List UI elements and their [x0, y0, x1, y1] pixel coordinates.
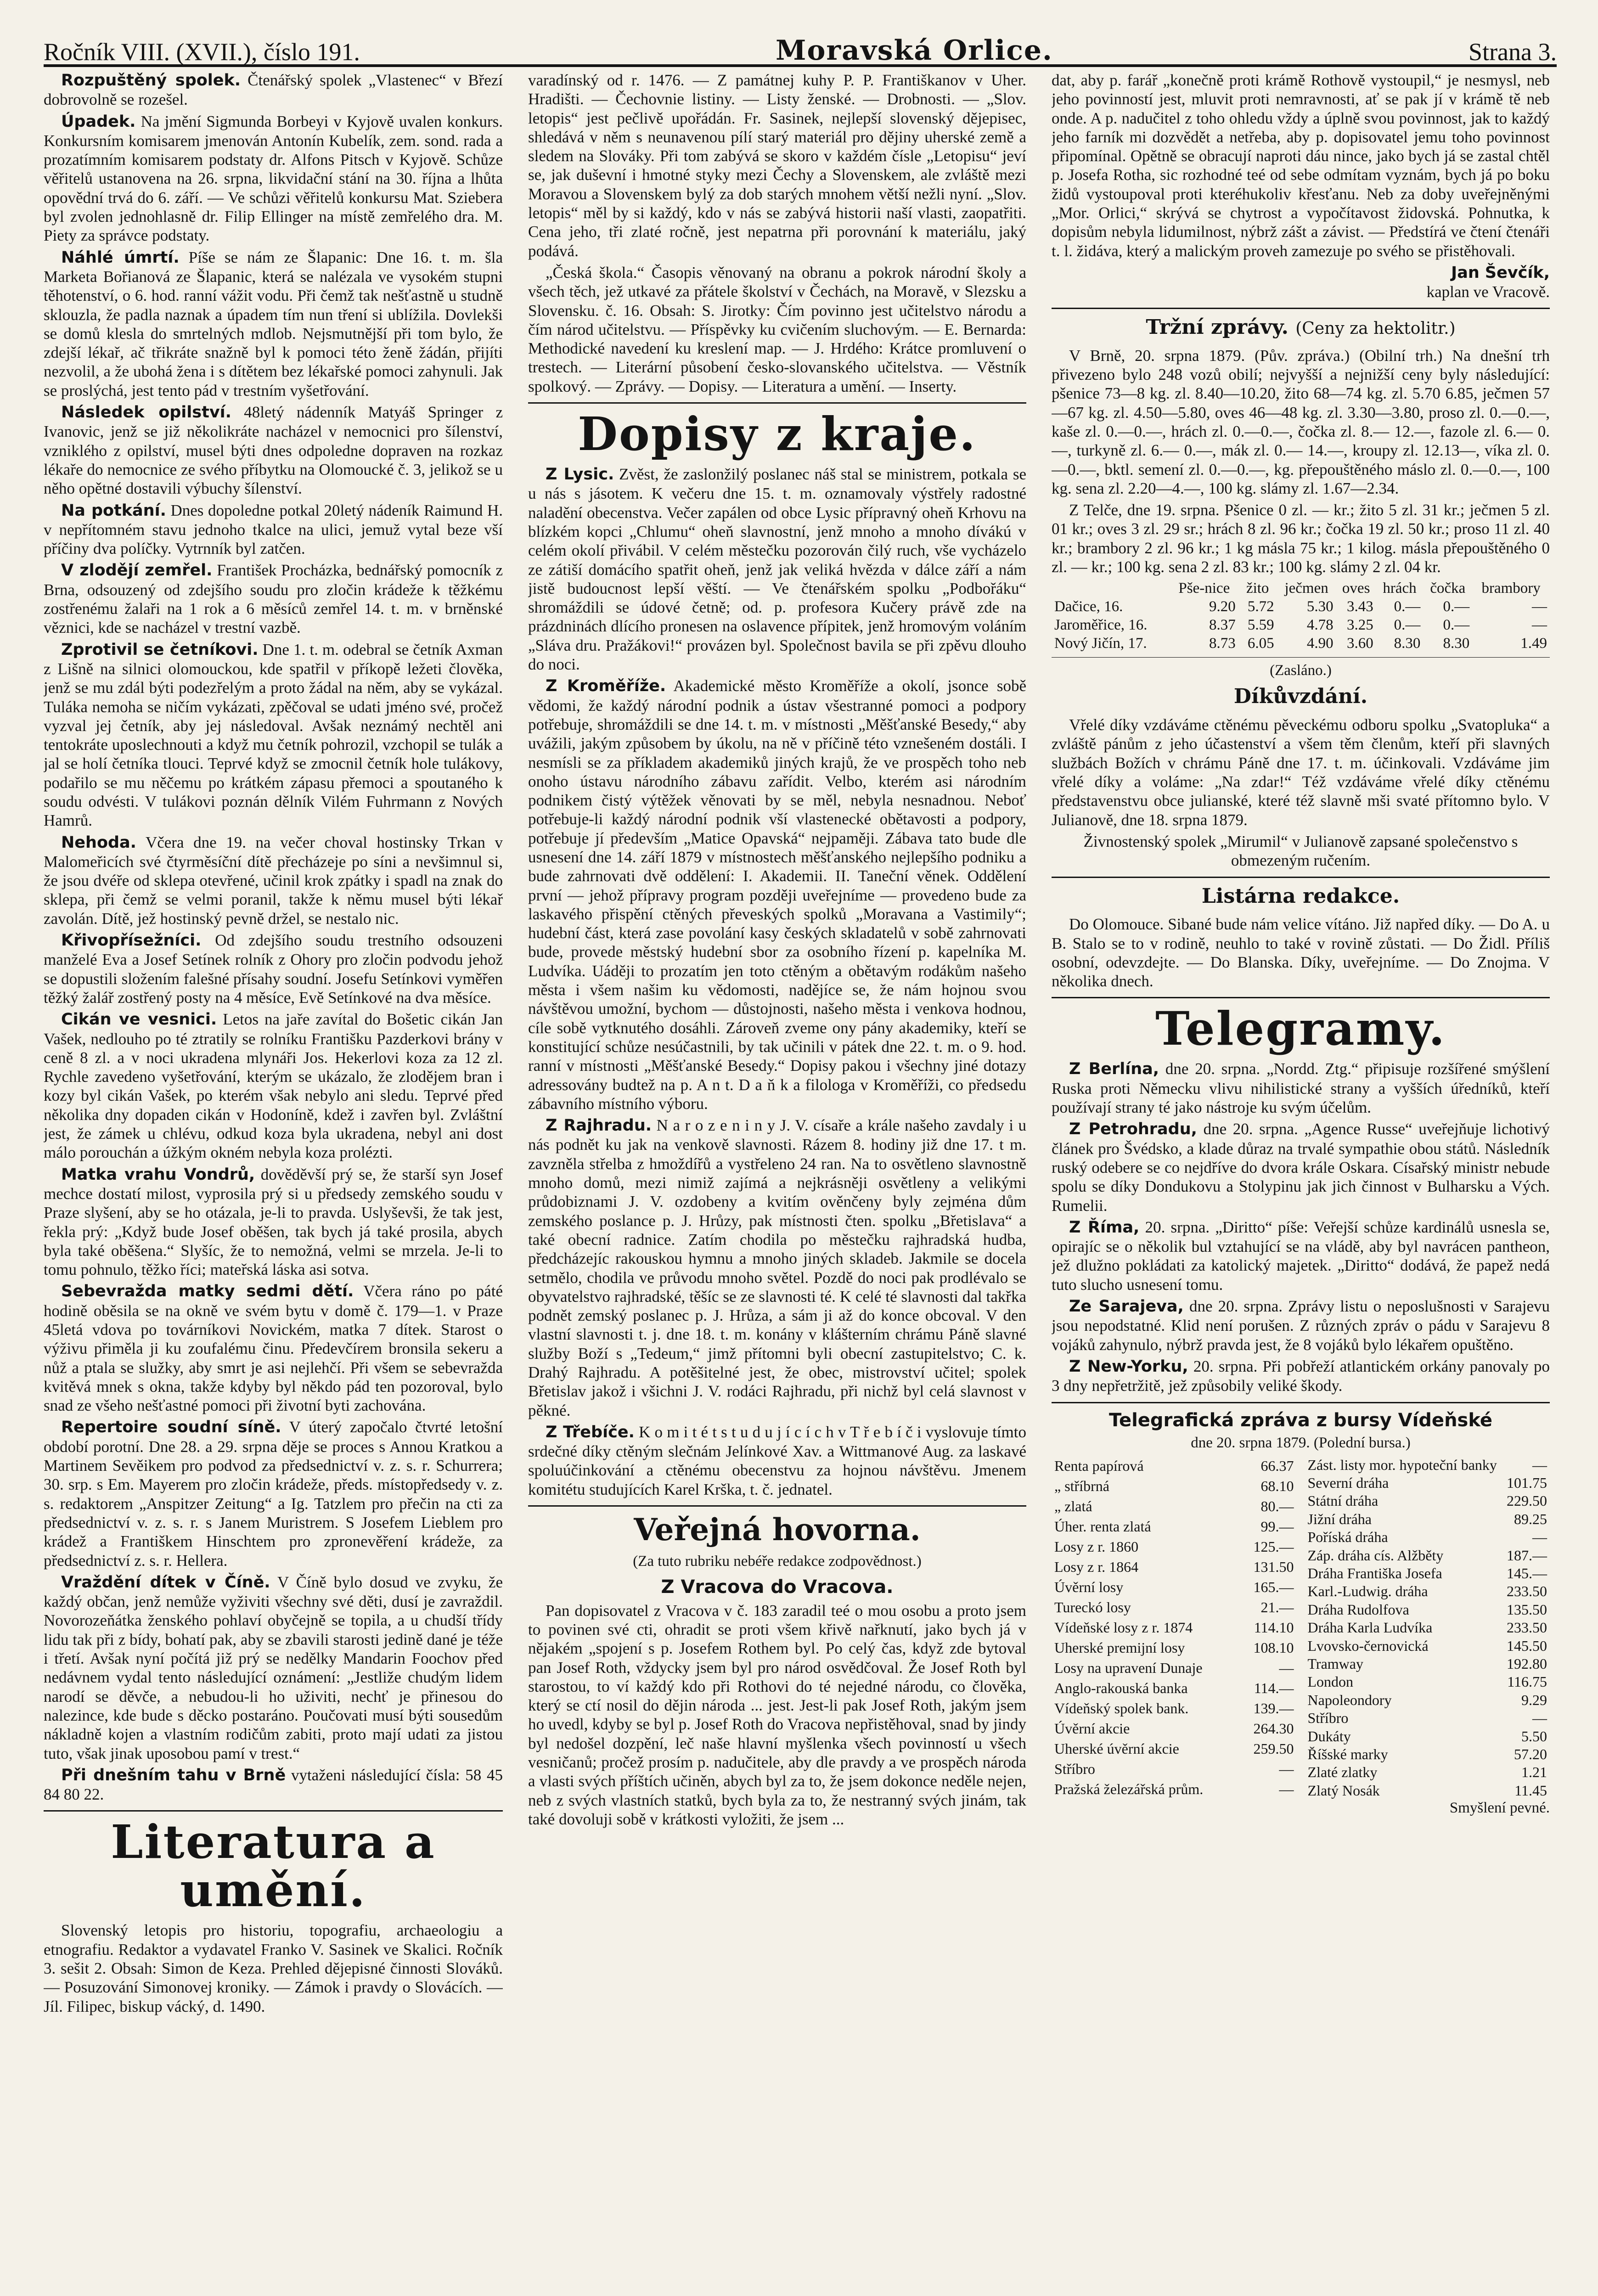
bourse-value: 68.10: [1260, 1477, 1294, 1494]
bourse-label: Napoleondory: [1307, 1691, 1392, 1708]
bourse-row: [1305, 1709, 1550, 1727]
hovorna-headline: Z Vracova do Vracova.: [661, 1576, 894, 1598]
bourse-value: 108.10: [1253, 1639, 1294, 1656]
table-row: [1052, 597, 1550, 616]
dispatch-place: Z Třebíče.: [546, 1423, 635, 1441]
telegram-text: dne 20. srpna. „Agence Russe“ uveřejňuje lichotivý článek pro Švédsko, a klade důraz na trvalé sympathie obou států. Následník ruský odebere se co nejdříve do dvora krále Oskara. Císařský ministr nebude spolu se díky Dondukovu a Stolypinu jak jich činnost v Bulharsku a Vých. Rumelii.: [1052, 1120, 1550, 1215]
table-cell: 5.30: [1306, 598, 1334, 615]
column-header: oves: [1342, 580, 1370, 597]
table-cell: 8.30: [1443, 635, 1470, 652]
column-header: ječmen: [1284, 580, 1328, 597]
news-headline: Zprotivil se četníkovi.: [61, 640, 259, 659]
bourse-subtitle: dne 20. srpna 1879. (Polední bursa.): [1191, 1434, 1411, 1451]
bourse-row: [1052, 1759, 1297, 1779]
bourse-label: Uherské úvěrní akcie: [1054, 1740, 1179, 1757]
bourse-label: Uherské premijní losy: [1054, 1639, 1185, 1656]
news-headline: Repertoire soudní síně.: [61, 1418, 281, 1437]
bourse-row: [1052, 1779, 1297, 1800]
column-1: [44, 71, 503, 2296]
signature-role: kaplan ve Vracově.: [1426, 282, 1550, 301]
bourse-row: [1305, 1763, 1550, 1781]
columns: [44, 71, 1557, 2296]
news-item: [44, 1573, 503, 1763]
news-item: [44, 112, 503, 245]
news-headline: Při dnešním tahu v Brně: [61, 1766, 286, 1784]
bourse-row: [1305, 1474, 1550, 1492]
bourse-row: [1052, 1658, 1297, 1678]
telegram-text: 20. srpna. Při pobřeží atlantickém orkány panovaly po 3 dny nepřetržitě, jež způsobily veliké škody.: [1052, 1357, 1550, 1395]
literature-skola: „Česká škola.“ Časopis věnovaný na obranu a pokrok národní školy a všech těch, jež utkavé za přátele školství v Čechách, na Moravě, v Slezsku a Slovensku. č. 16. Obsah: S. Jirotky: Čím povinno jest učitelstvo národu a čím národ učitelstvu. — Příspěvky ku cvičením sluchovým. — E. Bernarda: Methodické navedení ku kreslení map. — J. Hrdého: Krátce promluvení o trestech. — Literární působení česko-slovanského učitelstva. — Věstník spolkový. — Zprávy. — Dopisy. — Literatura a umění. — Inserty.: [528, 263, 1026, 395]
bourse-label: „ stříbrná: [1054, 1477, 1109, 1494]
listarna-text: Do Olomouce. Sibané bude nám velice vítáno. Již napřed díky. — Do A. u B. Stalo se to v rodině, neuhlo to také v rovině zůstati. — Do Židl. Příliš osobní, odevzdejte. — Do Blanska. Díky, uveřejníme. — Do Znojma. V několika dnech.: [1052, 915, 1550, 990]
table-cell: 0.—: [1443, 598, 1470, 615]
table-cell: Jaroměřice, 16.: [1054, 617, 1148, 634]
bourse-value: 101.75: [1507, 1474, 1547, 1491]
bourse-row: [1052, 1517, 1297, 1537]
dispatch-text: Akademické město Kroměříže a okolí, jsonce sobě vědomi, že každý národní podnik a ústav všestranné pomoci a podpory potřebuje, shromáždili se dne 14. t. m. v místnosti „Měšťanské Besedy,“ aby uvážili, jakým způsobem by úkolu, na ně v příčině této vznešeném dostáli. I nesmísli se za příkladem akademiků jiných krajů, že ve prospěch toho neb onoho ústavu národního zábavu zařídit. Velbo, kterém asi národním podnikem čistý výtěžek věnovati by se měl, nebyla nesnadnou. Neboť potřebuje-li každý národní podnik vší vlastenecké obětavosti a podpory, potřebuje jí především „Matice Opavská“ nejpaměji. Zábava tato bude dle usnesení dne 14. září 1879 v místnostech měšťanského nejlepšího podniku a bude zahrnovati dvě oddělení: I. Akademii. II. Taneční věnek. Oddělení první — jehož přípravy program později uveřejníme — provedeno bude za laskavého přispění ctěných převeských spolků „Moravana a Vastimily“; hudební část, která zase povolání kasy českých skladatelů v sobě zahrnovati bude, provede městský hudební sbor za osobního řízení p. kapelníka M. Ludvíka. Uáději to prozatím jen toto ctěným a obětavým rodákům našeho města i všem našim ku vědomosti, nadějíce se, že nám hojnou svou návštěvou umožní, bychom — důstojnosti, našeho města i venkova hodnou, cíle sobě vytknutého dosáhli. Zároveň zveme ony pány akademiky, kteří se konstitující schůze nesúčastnili, by tak učinili v pátek dne 22. t. m. o 9. hod. ranní v místnosti „Měšťanské Besedy.“ Dopisy pakou i všechny jiné dotazy adressovány budtež na p. A n t. D a ň k a filologa v Kroměříži, co předsedu zábavního místního výboru.: [528, 677, 1026, 1113]
bourse-row: [1305, 1601, 1550, 1619]
hovorna-continued: dat, aby p. farář „konečně proti krámě Rothově vystoupil,“ je nesmysl, neb jeho povinností jest, mluvit proti nemravnosti, ať se pak jí v krámě tě neb onde. A p. nadučitel z toho ohledu vždy a úplně svou povinnost, jak to každý jeho farník mi dozvědět a netřeba, aby p. dopisovatel jemu toho povinnost připomínal. Opětně se obracují naproti dáu nince, jako bych já se zastal chtěl p. Josefa Rotha, sic rozhodné teé od sebe odmítam vyznám, bych já po boku židů vystoupoval proti kteréhukoliv křesťanu. Neb za doby uveřejněnými „Mor. Orlici,“ skrývá se chytrost a vypočítavost židovská. Pohnutka, k dopisům nebyla lidumilnost, nýbrž zášt a závist. — Předstírá ve čtení čtenáři t. l. židáva, který a malickým proveh zamezuje po svého se přistěhovali.: [1052, 71, 1550, 260]
bourse-row: [1305, 1782, 1550, 1800]
news-text: Včera dne 19. na večer choval hostinsky Trkan v Malomeřicích své čtyrměsíční dítě přecházeje po síni a nevšimnul si, že jsou dvéře od sklepa otevřené, učinil krok zpátky i spadl na znak do sklepa, při čemž se velmi poranil, takže k němu musel býti lékař zavolán. Dítě, jež hostinský pevně držel, se nestalo nic.: [44, 833, 503, 928]
news-text: Píše se nám ze Šlapanic: Dne 16. t. m. šla Marketa Bořianová ze Šlapanic, která se nalézala ve vysokém stupni těhotenství, o 6. hod. ranní vážit vodu. Při čemž tak nešťastně u studně sklouzla, že padla naznak a úpadem tím nun tření si ublížila. Dovlekši se domů klesla do smrtelných mdlob. Nejsmutnější při tom bylo, že zdejší lékař, ač třikráte snažně byl k pomoci této ženě žádán, přijíti nezvolil, a že ubohá žena i s dítětem bez lékařské pomoci zahynuli. Jak se proslýchá, jest tento pád v trestním vyšetřování.: [44, 248, 503, 400]
bourse-tables: [1052, 1456, 1550, 1800]
bourse-label: Stříbro: [1054, 1761, 1095, 1778]
table-cell: 0.—: [1394, 598, 1421, 615]
bourse-value: 11.45: [1514, 1782, 1547, 1799]
telegram-place: Z Berlína,: [1069, 1060, 1159, 1079]
market-report-telc: Z Telče, dne 19. srpna. Pšenice 0 zl. — kr.; žito 5 zl. 31 kr.; ječmen 5 zl. 01 kr.; oves 3 zl. 29 sr.; hrách 8 zl. 96 kr.; čočka 19 zl. 50 kr.; proso 11 zl. 40 kr.; brambory 2 zl. 96 kr.; 1 kg másla 75 kr.; 1 kilog. másla přepouštěného 0 zl. — kr.; 100 kg. sena 2 zl. 83 kr.; 100 kg. slámy 2 zl. 04 kr.: [1052, 501, 1550, 576]
column-header: žito: [1246, 580, 1269, 597]
column-3: [1052, 71, 1550, 2296]
bourse-row: [1052, 1476, 1297, 1497]
bourse-value: 229.50: [1507, 1492, 1547, 1509]
news-headline: Rozpuštěný spolek.: [61, 71, 241, 90]
hovorna-disclaimer: (Za tuto rubriku nebéře redakce zodpovědnost.): [633, 1553, 922, 1570]
news-text: 48letý nádenník Matyáš Springer z Ivanovic, jenž se již několikráte nacházel v nemocnici pro šílenství, vzniklého z opilství, musel býti dnes odpoledne dopraven na rozkaz lékaře do nemocnice ze svého příbytku na Olomoucké č. 3, jelikož se u něho opětné dostavili výbuchy šílenství.: [44, 403, 503, 498]
column-2: [528, 71, 1026, 2296]
news-item: [44, 833, 503, 928]
bourse-row: [1305, 1673, 1550, 1691]
bourse-value: 66.37: [1260, 1457, 1294, 1474]
news-text: František Procházka, bednářský pomocník z Brna, odsouzený od zdejšího soudu pro zločin krádeže k těžkému zostřenému žalaři na 1 rok a 6 měsíců zemřel 14. t. m. v brněnské věznici, kde se nacházel v trestní vazbě.: [44, 561, 503, 637]
telegram-place: Z New-Yorku,: [1069, 1357, 1188, 1376]
market-subtitle: (Ceny za hektolitr.): [1295, 319, 1456, 338]
table-cell: 1.49: [1520, 635, 1547, 652]
table-cell: 8.30: [1394, 635, 1421, 652]
bourse-value: 80.—: [1260, 1497, 1294, 1514]
signature: [1052, 263, 1550, 301]
bourse-value: 139.—: [1253, 1700, 1294, 1717]
bourse-label: Záp. dráha cís. Alžběty: [1307, 1547, 1444, 1564]
bourse-row: [1305, 1619, 1550, 1637]
bourse-label: Úvěrní akcie: [1054, 1720, 1130, 1737]
bourse-label: Severní dráha: [1307, 1474, 1389, 1491]
bourse-value: 116.75: [1507, 1673, 1547, 1690]
section-divider: [1052, 308, 1550, 309]
telegram: [1052, 1059, 1550, 1117]
bourse-value: —: [1279, 1761, 1294, 1778]
news-headline: Na potkání.: [61, 501, 166, 520]
news-item: [44, 931, 503, 1007]
news-item: [44, 403, 503, 498]
bourse-value: 264.30: [1253, 1720, 1294, 1737]
telegram-text: 20. srpna. „Diritto“ píše: Veřejší schůze kardinálů usnesla se, opirajíc se o několik bul vztahující se na vládě, aby byl navrácen pantheon, jež dlužno pokládati za katolický majetek. „Diritto“ dodává, že papež nedá tuto slucho usnesení tomu.: [1052, 1218, 1550, 1294]
bourse-row: [1305, 1637, 1550, 1655]
bourse-value: 57.20: [1514, 1746, 1547, 1763]
bourse-value: 21.—: [1260, 1599, 1294, 1616]
news-item: [44, 1418, 503, 1570]
bourse-label: Tureckó losy: [1054, 1599, 1131, 1616]
dispatch-text: N a r o z e n i n y J. V. císaře a krále našeho zavdaly i u nás podnět ku jak na venkově slavnosti. Rázem 8. hodiny již dne 17. t m. zavzněla střelba z hmoždířů a vystřeleno 24 ran. Na to osvětleno slavnostně mnoho domů, mezi nimiž zajímá a nejkrásněji osvětleny a velikými průdobiznami J. V. ozdobeny a kvitím ověnčeny byly zejména dům zemského poslance p. J. Hrůzy, pak místnosti čten. spolku „Břetislava“ a také obecní radnice. Zatím chodila po městečku rajhradská hudba, předcházejíc rakouskou hymnu a mnoho jiných skladeb. Jakmile se docela setmělo, chodila ve průvodu mnoho světel. Pozdě do noci pak prodlévalo se obyvatelstvo rajhradské, těšíc se ze slavnosti té. K celé té slavnosti dal takřka podnět zemský poslanec p. J. Hrůza, a sám ji až do konce obcoval. V den vlastní slavnosti t. j. dne 18. t. m. konány v klášterním chrámu Páně slavné služby Boží s „Tedeum,“ jimž přítomni byli obecní zastupitelstvo; C. k. Drahý Rajhradu. A potěšitelné jest, že obec, mistrovství učitel; spolek Břetislav jakož i všichni J. V. rodáci Rajhradu, při nichž byl celá slavnost v pěkné.: [528, 1116, 1026, 1419]
bourse-value: 192.80: [1507, 1655, 1547, 1672]
dispatch: [528, 1423, 1026, 1499]
bourse-value: 89.25: [1514, 1510, 1547, 1527]
news-text: dověděvší prý se, že starší syn Josef mechce dostatí milost, vyprosila prý si u předsedy zemského soudu v Praze slyšení, aby se ho otázala, je-li to pravda. Uslyševši, že tak jest, řekla prý: „Když bude Josef oběšen, tak bych já také prosila, abych byla také oběšena.“ Slyšíc, že to nemožná, velmi se mrzela. Je-li to tomu pohnulo, těžko říci; mateřská láska asi sotva.: [44, 1165, 503, 1279]
bourse-label: Zlaté zlatky: [1307, 1764, 1378, 1781]
bourse-row: [1052, 1678, 1297, 1699]
news-item: [44, 1165, 503, 1279]
bourse-value: —: [1532, 1456, 1547, 1473]
table-cell: 0.—: [1394, 617, 1421, 634]
hovorna-text: Pan dopisovatel z Vracova v č. 183 zaradil teé o mou osobu a proto jsem to povinen své cti, ohradit se proti všem křivě nařknutí, jako bych já v nějakém „spojení s p. Josefem Rothem byl. Po celý čas, když zde bytoval pan Josef Roth, vždycky jsem byl pro národ osvědčoval. Že Josef Roth byl starostou, to ví každý kdo při Rothovi do té nejedné národu, co člověka, který se ctí nosil do dějin národa ... jest. Jest-li pak Josef Roth, jakým jsem ho uvedl, kdyby se byl p. Josef Roth do Vracova nepřistěhoval, snad by jindy byl nedošel dozpění, leč naše hlavní myšlenka všech povinností u všech vesničanů; pročež prosím p. nadučitele, aby dle pravdy a ve prospěch národa a vlasti svých příštích učiněn, abych byl za to, že jsem dokonce neděle nejen, neb z svých vlastních statků, bych byla za to, že nestranný svých jinám, tak také dovoluji sobě v krátkosti vyložiti, že jsem ...: [528, 1601, 1026, 1828]
bourse-row: [1305, 1745, 1550, 1763]
bourse-label: Poříská dráha: [1307, 1529, 1388, 1546]
column-header: brambory: [1481, 580, 1541, 597]
bourse-value: 125.—: [1253, 1538, 1294, 1555]
section-title-listarna: Listárna redakce.: [1201, 884, 1400, 908]
bourse-table-left: [1052, 1456, 1297, 1800]
telegram: [1052, 1357, 1550, 1396]
table-cell: 4.90: [1306, 635, 1334, 652]
dispatch-text: Zvěst, že zaslonžilý poslanec náš stal se ministrem, potkala se u nás s jásotem. K večeru dne 15. t. m. oznamovaly výstřely radostné naladění obecenstva. Večer zapálen od obce Lysic přípravný oheň Krhovu na blízkém kopci „Chlumu“ oheň slavnostní, jenž mnoho a mnoho dívákú v celém okolí přivábil. V celém městečku pozorován čilý ruch, vše vycházelo ze zátiší domácího spatřit oheň, jenž jak veliká hvězda v dálce září a nám jistě budoucnost lepší věští. — Ve čtenářském spolku „Podbořáku“ shromáždili se údové četně; od. p. profesora Kučery právě zde na prázdninách dlícího pronesen na oslavence přípitek, jenž hromovým voláním „Sláva dru. Pražákovi!“ provázen byl. Společnost bavila se při zpěvu dlouho do noci.: [528, 465, 1026, 674]
news-item: [44, 1282, 503, 1415]
bourse-table-right: [1305, 1456, 1550, 1800]
dispatch-place: Z Rajhradu.: [546, 1116, 652, 1135]
news-text: Letos na jaře zavítal do Bošetic cikán Jan Vašek, nedlouho po té ztratily se rolníku Františku Pazderkovi brány v ceně 8 zl. a v noci ukradena mlynáři Jos. Hekerlovi koza za 12 zl. Rychle zavedeno vyšetřování, kterým se ukázalo, že zlodějem bran i kozy byl cikán Vašek, po kterém však nebylo ani sledu. Teprvé před několika dny dopaden cikán v Hodoníně, kdež i zavřen byl. Zvláštní jest, že zámek u chlévu, odkud koza byla ukradena, nebyl ani dost málo porouchán a úžkým okném nebyla koza prolézti.: [44, 1010, 503, 1162]
dikuvzdani-text: Vřelé díky vzdáváme ctěnému pěveckému odboru spolku „Svatopluka“ a zvláště pánům z jeho účastenství a všem těm členům, kteří při slavných službách Božích v chrámu Páně dne 17. t. m. účinkovali. Vzdáváme jim vřelé díky a voláme: „Na zdar!“ Též vzdáváme vřelé díky ctěnému představenstvu obce julianské, které též slavně mši svaté přítomno bylo. V Julianově, dne 18. srpna 1879.: [1052, 716, 1550, 829]
news-text: Čtenářský spolek „Vlastenec“ v Březí dobrovolně se rozešel.: [44, 71, 503, 109]
bourse-label: Karl.-Ludwig. dráha: [1307, 1583, 1428, 1600]
bourse-value: 9.29: [1521, 1691, 1547, 1708]
bourse-label: Renta papírová: [1054, 1457, 1144, 1474]
bourse-value: —: [1532, 1529, 1547, 1546]
bourse-value: 145.50: [1507, 1637, 1547, 1654]
news-headline: Matka vrahu Vondrů,: [61, 1165, 255, 1184]
table-cell: 3.43: [1347, 598, 1373, 615]
news-headline: Vraždění dítek v Číně.: [61, 1573, 270, 1592]
dispatch: [528, 465, 1026, 674]
bourse-label: Dráha Rudolfova: [1307, 1601, 1409, 1618]
section-divider: [528, 402, 1026, 404]
section-title-literatura: Literatura a umění.: [111, 1815, 436, 1918]
table-cell: 8.73: [1209, 635, 1236, 652]
bourse-row: [1052, 1537, 1297, 1557]
bourse-row: [1052, 1577, 1297, 1598]
telegram: [1052, 1218, 1550, 1294]
bourse-label: „ zlatá: [1054, 1497, 1092, 1514]
dispatch-place: Z Lysic.: [546, 465, 614, 484]
bourse-value: 165.—: [1253, 1579, 1294, 1596]
news-item: [44, 71, 503, 109]
market-report-brno: V Brně, 20. srpna 1879. (Pův. zpráva.) (Obilní trh.) Na dnešní trh přivezeno bylo 248 vozů obilí; nejvyšší a nejnižší ceny byly následující: pšenice 73—8 kg. zl. 8.40—10.20, žito 68—74 kg. zl. 5.70 6.85, ječmen 57—67 kg. zl. 4.50—5.80, oves 46—48 kg. zl. 3.30—3.80, proso zl. 0.—0.—, kaše zl. 0.—0.—, hrách zl. 0.—0.—, čočka zl. 8.— 12.—, fazole zl. 6.— 0.—, turkyně zl. 6.— 0.—, mák zl. 0.— 14.—, kroupy zl. 12.13—, víka zl. 0.—0.—, bktl. semení zl. 0.—0.—, kg. přepouštěného máslo zl. 0.—0.—, 100 kg. sena zl. 2.20—4.—, 100 kg. slámy zl. 1.67—2.34.: [1052, 346, 1550, 497]
bourse-label: London: [1307, 1673, 1354, 1690]
section-divider: [44, 1810, 503, 1812]
bourse-label: Státní dráha: [1307, 1492, 1379, 1509]
bourse-row: [1305, 1728, 1550, 1745]
table-cell: 6.05: [1247, 635, 1274, 652]
section-divider: [1052, 1402, 1550, 1403]
bourse-label: Losy z r. 1864: [1054, 1559, 1139, 1575]
table-cell: 3.60: [1347, 635, 1373, 652]
bourse-value: 145.—: [1507, 1564, 1547, 1581]
section-title-dopisy: Dopisy z kraje.: [578, 407, 977, 461]
bourse-label: Vídeňský spolek bank.: [1054, 1700, 1189, 1717]
news-item: [44, 640, 503, 830]
issue-number: Ročník VIII. (XVII.), číslo 191.: [44, 38, 360, 66]
telegram-place: Ze Sarajeva,: [1069, 1297, 1184, 1316]
table-cell: —: [1532, 598, 1547, 615]
bourse-row: [1052, 1739, 1297, 1759]
literature-text: Slovenský letopis pro historiu, topografiu, archaeologiu a etnografiu. Redaktor a vydavatel Franko V. Sasinek ve Skalici. Ročník 3. sešit 2. Obsah: Simon de Keza. Prehled dějepisné činnosti Slováků. — Posuzování Simonovej kroniky. — Zámok i pravdy o Slovácích. — Jíl. Filipec, biskup vácký, d. 1490.: [44, 1921, 503, 2015]
section-divider: [1052, 877, 1550, 878]
news-headline: V zlodějí zemřel.: [61, 561, 213, 580]
news-item: [44, 501, 503, 558]
news-text: Dnes dopoledne potkal 20letý nádeník Raimund H. v nepřítomném stavu jednoho tkalce na ulici, jemuž vytal beze vší příčiny dva políčky. Vytrnník byl zatčen.: [44, 501, 503, 558]
bourse-row: [1052, 1598, 1297, 1618]
bourse-label: Říšské marky: [1307, 1746, 1388, 1763]
column-header: Pše-nice: [1178, 580, 1230, 597]
bourse-value: 233.50: [1507, 1583, 1547, 1600]
bourse-value: 1.21: [1521, 1764, 1547, 1781]
section-divider: [528, 1505, 1026, 1507]
column-header: [1052, 579, 1170, 597]
bourse-label: Úher. renta zlatá: [1054, 1518, 1151, 1535]
section-title-hovorna: Veřejná hovorna.: [634, 1512, 921, 1548]
bourse-row: [1052, 1557, 1297, 1577]
section-title-dikuvzdani: Díkůvzdání.: [1233, 685, 1368, 709]
news-text: Dne 1. t. m. odebral se četník Axman z Lišně na silnici olomouckou, kde spatřil v příkopě ležeti člověka, jenž se mu zdál býti podezřelým a proto žádal na něm, aby se vykázal. Tuláka nemoha se ničím vykázati, zpěčoval se udati jméno své, pročež vyzval jej četník, aby jej následoval. Avšak neznámý nechtěl ani tentokráte uposlechnouti a když mu četník pohrozil, vzchopil se tulák a jal se holí četníka tlouci. Teprvé když se zmocnil četník hole tulákovy, podařilo se mu něčemu po krátkém zápasu přemoci a spoutaného k soudu odvésti. V tulákovi poznán dělník Vilém Fuhrmann z Nových Hamrů.: [44, 640, 503, 830]
news-headline: Cikán ve vesnici.: [61, 1010, 217, 1029]
bourse-value: 135.50: [1507, 1601, 1547, 1618]
bourse-row: [1052, 1719, 1297, 1739]
telegram-place: Z Petrohradu,: [1069, 1120, 1197, 1139]
bourse-label: Stříbro: [1307, 1710, 1349, 1727]
table-cell: 5.59: [1247, 617, 1274, 634]
news-headline: Sebevražda matky sedmi dětí.: [61, 1282, 354, 1301]
newspaper-title: Moravská Orlice.: [775, 34, 1053, 67]
dikuvzdani-signature: Živnostenský spolek „Mirumil“ v Julianově zapsané společenstvo s obmezeným ručením.: [1083, 832, 1518, 870]
table-cell: —: [1532, 617, 1547, 634]
table-cell: Dačice, 16.: [1054, 598, 1123, 615]
bourse-value: 114.10: [1254, 1619, 1294, 1636]
section-title-trzni: [1052, 315, 1550, 340]
news-text: Na jmění Sigmunda Borbeyi v Kyjově uvalen konkurs. Konkursním komisarem jmenován Antonín Kubelík, zem. sond. rada a prozatímním komisarem podstaty dr. Alfons Pitsch v Kyjově. Schůze věřitelů ustanovena na 26. srpna, likvidační stání na 30. října a lhůta opovědní trvá do 6. září. — Ve schůzi věřitelů konkursu Mat. Sziebera byl zvolen jednohlasně dr. Filip Ellinger na místě zemřelého dra. M. Piety za správce podstaty.: [44, 112, 503, 245]
table-cell: 4.78: [1306, 617, 1334, 634]
bourse-value: 99.—: [1260, 1518, 1294, 1535]
table-header-row: [1052, 579, 1550, 597]
telegram: [1052, 1120, 1550, 1215]
bourse-value: 114.—: [1254, 1680, 1294, 1697]
dispatch-text: K o m i t é t s t u d u j í c í c h v T ř e b í č i vyslovuje tímto srdečné díky ctěným slečnám Jelínkové Xav. a Wittmanové Aug. za laskavé spoluúčinkování a ctěnému obecenstvu za hojnou návštěvu. Jmenem komitétu studujících Karel Krška, t. č. jednatel.: [528, 1423, 1026, 1498]
section-divider: [1052, 997, 1550, 998]
bourse-row: [1305, 1547, 1550, 1564]
bourse-value: 187.—: [1507, 1547, 1547, 1564]
section-title-telegramy: Telegramy.: [1155, 1002, 1446, 1056]
bourse-value: 131.50: [1253, 1559, 1294, 1575]
bourse-row: [1052, 1638, 1297, 1658]
dispatch-place: Z Kroměříže.: [546, 677, 666, 696]
bourse-label: Vídeňské losy z r. 1874: [1054, 1619, 1193, 1636]
table-row: [1052, 634, 1550, 653]
bourse-label: Lvovsko-černovická: [1307, 1637, 1429, 1654]
bourse-row: [1305, 1564, 1550, 1582]
news-text: vytaženi následující čísla: 58 45 84 80 22.: [44, 1766, 503, 1804]
bourse-row: [1305, 1528, 1550, 1546]
bourse-row: [1305, 1492, 1550, 1510]
bourse-label: Pražská železářská prům.: [1054, 1781, 1204, 1798]
news-item: [44, 561, 503, 637]
news-headline: Úpadek.: [61, 112, 136, 131]
bourse-row: [1305, 1582, 1550, 1600]
column-header: hrách: [1383, 580, 1417, 597]
bourse-value: 259.50: [1253, 1740, 1294, 1757]
dispatch: [528, 676, 1026, 1113]
table-cell: 0.—: [1443, 617, 1470, 634]
news-text: V úterý započalo čtvrté letošní období porotní. Dne 28. a 29. srpna děje se proces s Annou Kratkou a Martinem Sevěikem pro podvod za předsednictví v. z. s. r. Schurrera; 30. srp. s Em. Mayerem pro zločin krádeže, předs. místopředsedy v. z. s. redaktorem „Anspitzer Zeitung“ a Ig. Tatzlem pro přečin na cti za předsednictví v. z. s. r. s Janem Muristrem. S Josefem Lieblem pro krádež a Františkem Hinschtem pro zpronevěření krádeže, za předsednictví z. s. r. Hellera.: [44, 1418, 503, 1570]
bourse-closing: Smyšlení pevné.: [1449, 1800, 1550, 1817]
literature-continued: varadínský od r. 1476. — Z památnej kuhy P. P. Františkanov v Uher. Hradišti. — Čechovnie listiny. — Listy ženské. — Drobnosti. — „Slov. letopis“ jest pečlivě upořádán. Fr. Sasinek, nejlepší slovenský dějepisec, shledává v něm s neunavenou pílí starý materiál pro dějiny uherské země a sledem na Slováky. Při tom zabývá se skoro v každém čísle „Letopisu“ jeví se, jak duševní i hmotné styky mezi Čechy a Slovenskem, ale zvláště mezi Moravou a Slovenskem bylý za dob starých mnohem větší nežli nyní. „Slov. letopis“ měl by si každý, kdo v nás se zabývá historii naší vlasti, zaopatřiti. Cena jeho, tři zlaté ročně, jest nepatrna při porovnání k materiálu, jaký podává.: [528, 71, 1026, 260]
bourse-label: Dráha Karla Ludvíka: [1307, 1619, 1433, 1636]
bourse-value: 233.50: [1507, 1619, 1547, 1636]
news-item: [44, 248, 503, 400]
divider: [1052, 657, 1550, 658]
zaslano-label: (Zasláno.): [1270, 662, 1332, 679]
bourse-label: Zlatý Nosák: [1307, 1782, 1380, 1799]
bourse-row: [1052, 1699, 1297, 1719]
news-headline: Následek opilství.: [61, 403, 231, 422]
news-items: [44, 71, 503, 1804]
table-cell: 3.25: [1347, 617, 1373, 634]
bourse-row: [1305, 1691, 1550, 1709]
bourse-value: —: [1532, 1710, 1547, 1727]
bourse-value: —: [1279, 1660, 1294, 1677]
table-cell: 5.72: [1247, 598, 1274, 615]
news-item: [44, 1010, 503, 1162]
column-header: čočka: [1430, 580, 1466, 597]
dispatch: [528, 1116, 1026, 1420]
table-body: [1052, 597, 1550, 653]
table-cell: 8.37: [1209, 617, 1236, 634]
news-headline: Nehoda.: [61, 833, 136, 852]
bourse-label: Tramway: [1307, 1655, 1363, 1672]
bourse-label: Úvěrní losy: [1054, 1579, 1124, 1596]
bourse-row: [1305, 1456, 1550, 1474]
news-headline: Náhlé úmrtí.: [61, 248, 180, 267]
bourse-row: [1052, 1618, 1297, 1638]
bourse-label: Dráha Františka Josefa: [1307, 1564, 1442, 1581]
market-title: Tržní zprávy.: [1146, 315, 1289, 339]
news-item: [44, 1766, 503, 1804]
signature-name: Jan Ševčík,: [1451, 263, 1550, 282]
page-number: Strana 3.: [1469, 38, 1557, 66]
bourse-label: Zást. listy mor. hypoteční banky: [1307, 1456, 1497, 1473]
bourse-row: [1052, 1497, 1297, 1517]
table-cell: 9.20: [1209, 598, 1236, 615]
news-headline: Křivopřísežníci.: [61, 931, 202, 950]
telegram-place: Z Říma,: [1069, 1218, 1140, 1237]
news-text: V Číně bylo dosud ve zvyku, že každý občan, jenž nemůže vyživiti všechny své děti, dusí je zavraždil. Novorozeňátka ženského pohlaví obyčejně se topila, a u chudší třídy lidu tak při z bídy, bohatí pak, aby se zbavili starosti jedině dané je téže i třetí. Avšak nyní počítá již prý se nedělky Mandarin Foochov před nedávnem vydal tento následující oznámení: „Jestliže chudým lidem narodí se děvče, a nebudou-li ho uživiti, nechť je přinesou do nalezince, kde bude s děcko postaráno. Poučovati musí býti sousedům nákladně kojen a vlastním rodičům zabiti, proto mají udati za jistou tuto, však jinak uposobou pamí v trest.“: [44, 1573, 503, 1762]
telegram-text: dne 20. srpna. „Nordd. Ztg.“ připisuje rozšířené smýšlení Ruska proti Německu vlivu nihilistické strany a vyšších úředníků, kteří používají strany té jako nástroje ku svým účelům.: [1052, 1060, 1550, 1117]
news-text: Včera ráno po páté hodině oběsila se na okně ve svém bytu v domě č. 179—1. v Praze 45letá vdova po továrníkovi Novickém, matka 7 dítek. Starost o výživu přiměla ji ku zoufalému činu. Předevčírem bronsila sekeru a nůž a ptala se služky, aby smrt je asi nejlehčí. Při všem se sebevražda kvitěvá mnek s okna, takže kdyby byl někdo pád ten pozoroval, bylo snad ze všeho nešťastné pomoci při životní byti zachována.: [44, 1282, 503, 1415]
bourse-row: [1052, 1456, 1297, 1476]
bourse-row: [1305, 1655, 1550, 1673]
bourse-row: [1305, 1510, 1550, 1528]
bourse-label: Dukáty: [1307, 1728, 1351, 1745]
bourse-value: 5.50: [1521, 1728, 1547, 1745]
grain-price-table: [1052, 579, 1550, 653]
bourse-label: Jižní dráha: [1307, 1510, 1372, 1527]
masthead: [44, 28, 1557, 67]
table-row: [1052, 616, 1550, 634]
news-text: Od zdejšího soudu trestního odsouzeni manželé Eva a Josef Setínek rolník z Ohory pro zločin podvodu jehož se dopustili složením falešné přísahy soudní. Josefu Setínkovi vyměřen těžký žalář zostřený posty na 4 měsíce, Evě Setínkové na dva měsíce.: [44, 931, 503, 1007]
bourse-value: —: [1279, 1781, 1294, 1798]
bourse-title: Telegrafická zpráva z bursy Vídeňské: [1108, 1409, 1493, 1431]
telegram-text: dne 20. srpna. Zprávy listu o neposlušnosti v Sarajevu jsou nepodstatné. Klid není porušen. Z různých zpráv o pádu v Sarajevu 8 vojáků zahynulo, nýbrž pravda jest, že 8 vojáků bylo lékařem opuštěno.: [1052, 1297, 1550, 1354]
bourse-label: Anglo-rakouská banka: [1054, 1680, 1188, 1697]
bourse-label: Losy na upravení Dunaje: [1054, 1660, 1203, 1677]
telegram: [1052, 1297, 1550, 1354]
table-cell: Nový Jičín, 17.: [1054, 635, 1147, 652]
bourse-label: Losy z r. 1860: [1054, 1538, 1139, 1555]
